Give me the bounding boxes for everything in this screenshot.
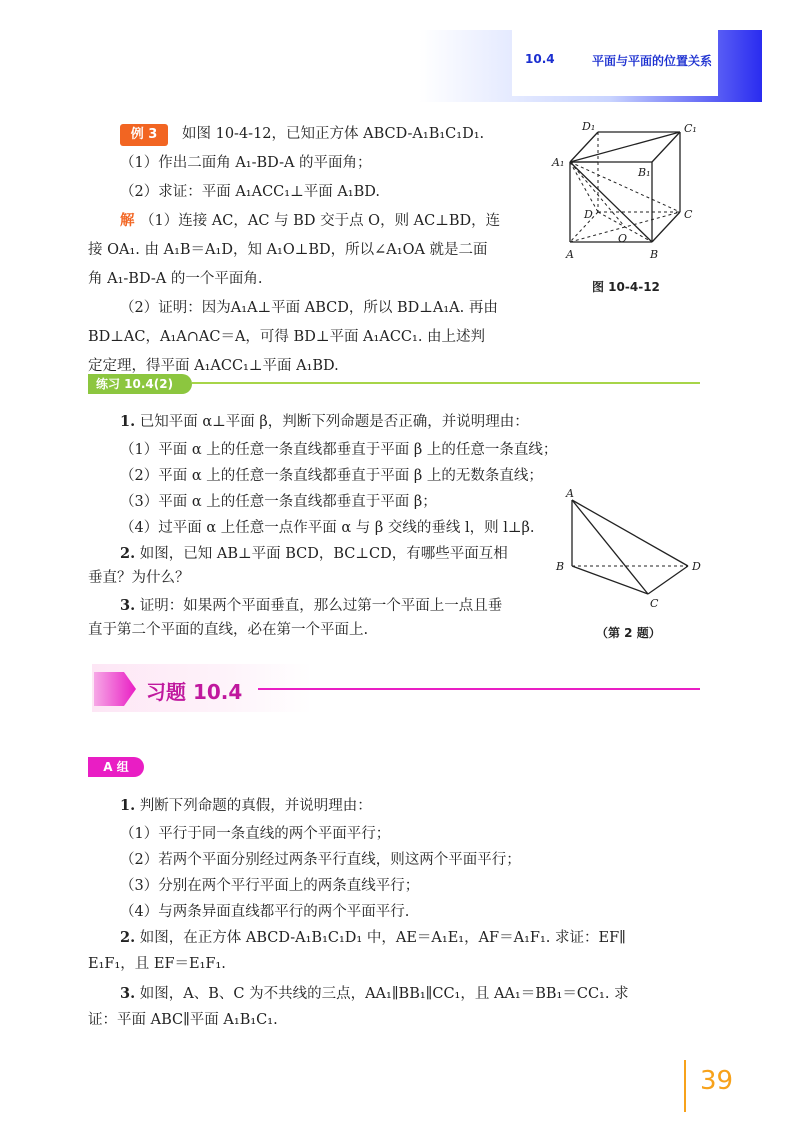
example-tag: 例 3 [120,124,168,146]
page-number-bar [684,1060,686,1112]
hidden-edge [570,162,625,227]
label-B: B [556,560,565,573]
label-C: C [684,208,693,221]
header-section-number: 10.4 [525,52,555,66]
example-line: 定定理，得平面 A₁ACC₁⊥平面 A₁BD. [88,358,339,374]
cube-edge [652,132,680,162]
example-line: 接 OA₁. 由 A₁B＝A₁D，知 A₁O⊥BD，所以∠A₁OA 就是二面 [88,242,488,258]
tetrahedron-figure [552,486,712,612]
problem-line: 证：平面 ABC∥平面 A₁B₁C₁. [88,1012,278,1028]
exercise-banner: 练习 10.4(2) [88,374,192,394]
item-number: 1. [120,797,136,814]
label-B1: B₁ [638,166,651,179]
item-number: 3. [120,597,136,614]
label-C1: C₁ [684,122,697,135]
label-D: D [692,560,701,573]
exercise-line: （2）平面 α 上的任意一条直线都垂直于平面 β 上的无数条直线； [120,468,543,484]
label-C: C [650,597,659,610]
cube-edge [570,132,598,162]
problem-line: （1）平行于同一条直线的两个平面平行； [120,826,391,842]
item-number: 2. [120,545,136,562]
item-number: 1. [120,413,136,430]
problem-line: （3）分别在两个平行平面上的两条直线平行； [120,878,420,894]
item-number: 3. [120,985,136,1002]
exercise-line: （4）过平面 α 上任意一点作平面 α 与 β 交线的垂线 l，则 l⊥β. [120,520,535,536]
example-line: （2）证明：因为A₁A⊥平面 ABCD，所以 BD⊥A₁A. 再由 [120,300,498,316]
section-arrow-icon [94,672,136,706]
edge-CD [648,566,688,594]
label-A: A [566,248,574,261]
example-line: （1）连接 AC，AC 与 BD 交于点 O，则 AC⊥BD，连 [140,213,501,229]
example-line: （2）求证：平面 A₁ACC₁⊥平面 A₁BD. [120,184,380,200]
hidden-edge [570,162,680,212]
item-number: 2. [120,929,136,946]
section-title: 习题 10.4 [146,680,243,704]
example-line: 角 A₁-BD-A 的一个平面角. [88,271,263,287]
label-A: A [566,487,574,500]
exercise-line: 垂直？为什么？ [88,570,190,586]
problem-text: 如图，在正方体 ABCD-A₁B₁C₁D₁ 中，AE＝A₁E₁，AF＝A₁F₁. 求证：EF∥ [139,930,626,946]
cube-edge [652,212,680,242]
problem-text: 判断下列命题的真假，并说明理由： [139,798,372,814]
group-tag: A 组 [88,757,144,777]
exercise-line: （1）平面 α 上的任意一条直线都垂直于平面 β 上的任意一条直线； [120,442,558,458]
label-B: B [650,248,659,261]
problem-line: E₁F₁，且 EF＝E₁F₁. [88,956,226,972]
exercise-text: 如图，已知 AB⊥平面 BCD，BC⊥CD，有哪些平面互相 [139,546,508,562]
exercise-line [120,544,508,564]
figure-caption: （第 2 题） [596,626,661,640]
problem-text: 如图，A、B、C 为不共线的三点，AA₁∥BB₁∥CC₁，且 AA₁＝BB₁＝CC₁. 求 [139,986,629,1002]
solution-label: 解 [120,212,135,229]
exercise-text: 已知平面 α⊥平面 β，判断下列命题是否正确，并说明理由： [139,414,529,430]
header-section-title: 平面与平面的位置关系 [592,54,713,68]
exercise-text: 证明：如果两个平面垂直，那么过第一个平面上一点且垂 [139,598,503,614]
problem-line [120,984,629,1004]
problem-line [120,796,372,816]
page-number: 39 [700,1066,734,1096]
section-rule [258,688,700,690]
edge-AD [572,500,688,566]
cube-figure [548,118,708,268]
problem-line [120,928,626,948]
exercise-line: 直于第二个平面的直线，必在第一个平面上. [88,622,369,638]
exercise-line [120,596,502,616]
label-A1: A₁ [552,156,565,169]
label-D: D [584,208,593,221]
problem-line: （4）与两条异面直线都平行的两个平面平行. [120,904,410,920]
cube-diagonal [570,132,680,162]
example-line: （1）作出二面角 A₁-BD-A 的平面角； [120,155,372,171]
exercise-line: （3）平面 α 上的任意一条直线都垂直于平面 β； [120,494,437,510]
exercise-line [120,412,529,432]
problem-line: （2）若两个平面分别经过两条平行直线，则这两个平面平行； [120,852,521,868]
label-O: O [618,232,628,245]
exercise-rule [192,382,700,384]
label-D1: D₁ [582,120,596,133]
example-line: BD⊥AC，A₁A∩AC＝A，可得 BD⊥平面 A₁ACC₁. 由上述判 [88,329,486,345]
example-line: 如图 10-4-12，已知正方体 ABCD-A₁B₁C₁D₁. [182,126,485,142]
figure-caption: 图 10-4-12 [592,280,660,294]
hidden-edge [570,162,598,212]
